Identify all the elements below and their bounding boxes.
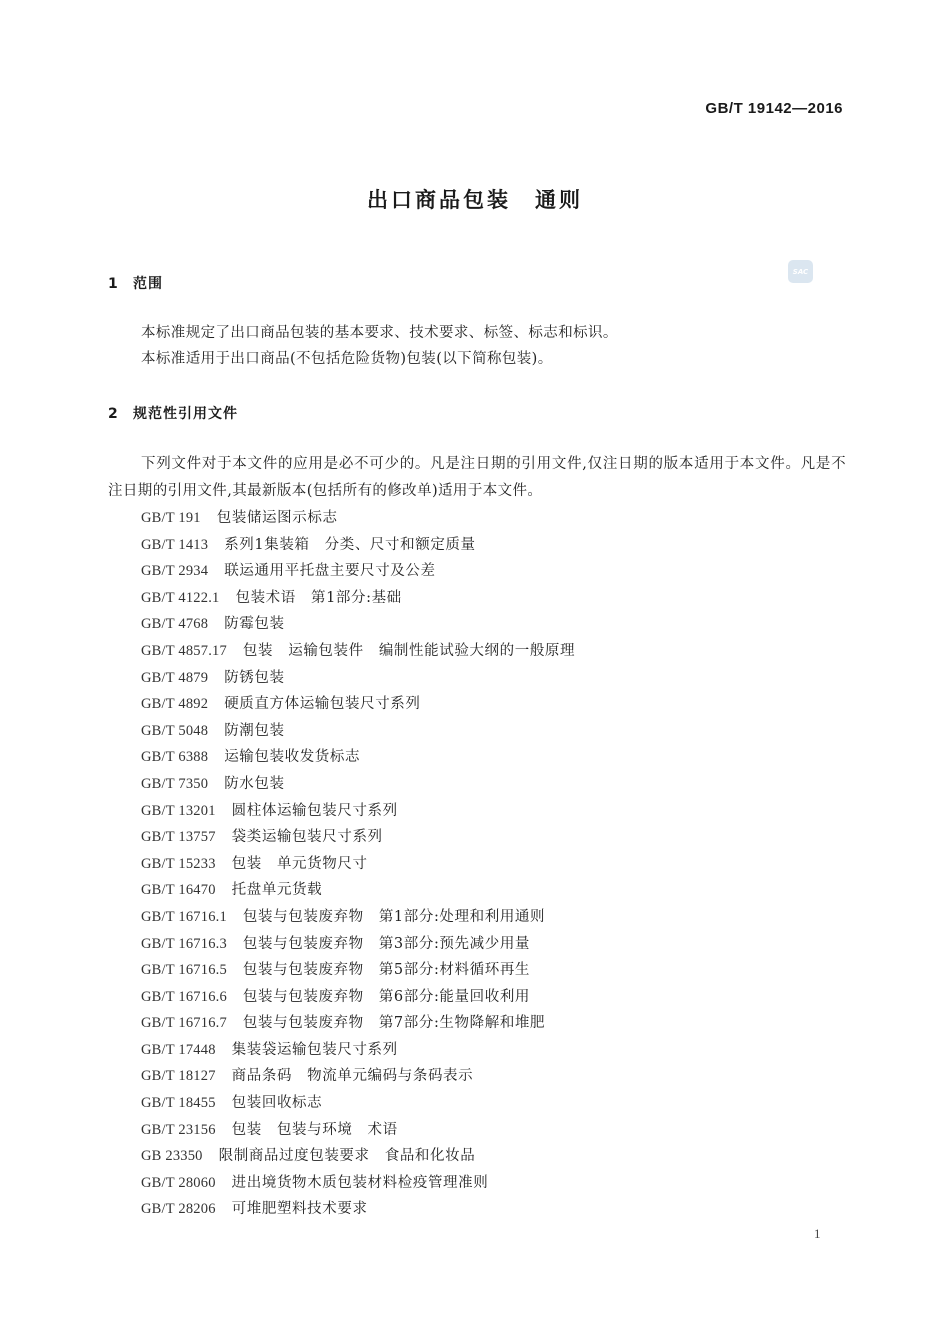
reference-title: 包装 单元货物尺寸 [231,855,368,872]
reference-item [141,798,575,825]
reference-code: GB/T 7350 [141,775,209,792]
sac-logo-text: SAC [792,267,809,276]
reference-item [141,851,575,878]
reference-item [141,691,575,718]
reference-item [141,1170,575,1197]
reference-code: GB/T 4768 [141,616,209,633]
reference-code: GB/T 4879 [141,669,209,686]
reference-code: GB/T 4122.1 [141,589,220,606]
reference-code: GB/T 17448 [141,1041,216,1058]
reference-title: 商品条码 物流单元编码与条码表示 [231,1068,474,1085]
reference-item [141,611,575,638]
reference-code: GB/T 13201 [141,802,216,819]
section-number: 1 [108,276,118,292]
reference-item [141,665,575,692]
reference-code: GB/T 1413 [141,536,209,553]
reference-title: 包装与包装废弃物 第7部分:生物降解和堆肥 [242,1015,546,1032]
reference-code: GB/T 28060 [141,1174,216,1191]
reference-title: 防水包装 [224,775,285,792]
reference-title: 包装术语 第1部分:基础 [235,589,402,606]
reference-title: 包装回收标志 [231,1095,323,1112]
reference-title: 包装 运输包装件 编制性能试验大纲的一般原理 [242,642,576,659]
reference-code: GB/T 16716.5 [141,962,227,979]
reference-code: GB/T 13757 [141,829,216,846]
reference-title: 包装与包装废弃物 第6部分:能量回收利用 [242,988,531,1005]
reference-code: GB/T 16716.1 [141,908,227,925]
scope-paragraph: 本标准适用于出口商品(不包括危险货物)包装(以下简称包装)。 [141,351,553,367]
reference-list [141,505,575,1223]
reference-code: GB/T 16470 [141,882,216,899]
reference-code: GB 23350 [141,1148,203,1165]
reference-code: GB/T 18455 [141,1095,216,1112]
reference-code: GB/T 23156 [141,1121,216,1138]
reference-title: 硬质直方体运输包装尺寸系列 [224,696,421,713]
reference-title: 防潮包装 [224,722,285,739]
references-intro-paragraph: 下列文件对于本文件的应用是必不可少的。凡是注日期的引用文件,仅注日期的版本适用于本文件。凡是不注日期的引用文件,其最新版本(包括所有的修改单)适用于本文件。 [108,456,846,499]
reference-title: 集装袋运输包装尺寸系列 [231,1041,398,1058]
reference-item [141,1010,575,1037]
section-heading-normative-references [108,403,238,423]
reference-item [141,1143,575,1170]
standard-code: GB/T 19142—2016 [705,100,843,117]
reference-item [141,718,575,745]
reference-item [141,877,575,904]
reference-title: 托盘单元货载 [231,882,323,899]
reference-item [141,585,575,612]
reference-title: 圆柱体运输包装尺寸系列 [231,802,398,819]
section-title: 规范性引用文件 [133,406,238,422]
reference-code: GB/T 16716.3 [141,935,227,952]
reference-item [141,744,575,771]
reference-item [141,505,575,532]
page-number: 1 [814,1226,821,1241]
reference-title: 包装与包装废弃物 第5部分:材料循环再生 [242,962,531,979]
reference-item [141,1090,575,1117]
reference-code: GB/T 15233 [141,855,216,872]
reference-item [141,1117,575,1144]
reference-item [141,957,575,984]
reference-title: 包装储运图示标志 [216,510,338,526]
reference-title: 进出境货物木质包装材料检疫管理准则 [231,1174,489,1191]
reference-item [141,638,575,665]
reference-title: 防霉包装 [224,616,285,633]
reference-code: GB/T 5048 [141,722,209,739]
reference-item [141,931,575,958]
reference-title: 可堆肥塑料技术要求 [231,1201,368,1218]
reference-item [141,824,575,851]
section-title: 范围 [133,276,163,292]
section-heading-scope [108,273,163,293]
reference-code: GB/T 16716.7 [141,1015,227,1032]
reference-item [141,1063,575,1090]
reference-code: GB/T 4892 [141,696,209,713]
reference-title: 包装 包装与环境 术语 [231,1121,398,1138]
reference-title: 限制商品过度包装要求 食品和化妆品 [218,1148,476,1165]
document-title: 出口商品包装 通则 [367,188,583,212]
reference-item [141,1196,575,1223]
reference-title: 运输包装收发货标志 [224,749,361,766]
reference-title: 包装与包装废弃物 第1部分:处理和利用通则 [242,908,546,925]
sac-watermark-logo [788,260,813,283]
reference-item [141,984,575,1011]
reference-code: GB/T 191 [141,510,201,526]
reference-title: 联运通用平托盘主要尺寸及公差 [224,563,436,580]
reference-code: GB/T 28206 [141,1201,216,1218]
section-number: 2 [108,406,118,422]
scope-paragraph: 本标准规定了出口商品包装的基本要求、技术要求、标签、标志和标识。 [141,325,618,341]
reference-item [141,532,575,559]
reference-item [141,904,575,931]
reference-code: GB/T 6388 [141,749,209,766]
reference-item [141,1037,575,1064]
reference-code: GB/T 16716.6 [141,988,227,1005]
reference-title: 防锈包装 [224,669,285,686]
reference-title: 包装与包装废弃物 第3部分:预先减少用量 [242,935,531,952]
reference-code: GB/T 4857.17 [141,642,227,659]
reference-code: GB/T 18127 [141,1068,216,1085]
reference-item [141,558,575,585]
reference-title: 袋类运输包装尺寸系列 [231,829,383,846]
reference-title: 系列1集装箱 分类、尺寸和额定质量 [224,536,476,553]
reference-code: GB/T 2934 [141,563,209,580]
reference-item [141,771,575,798]
